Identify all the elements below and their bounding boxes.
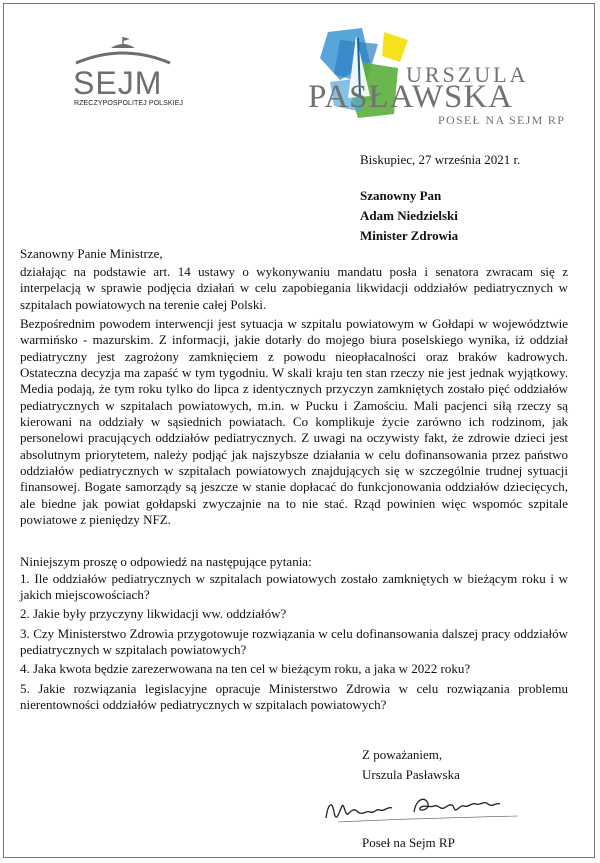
questions-intro: Niniejszym proszę o odpowiedź na następujące pytania: (20, 554, 312, 569)
handwritten-signature (318, 786, 528, 830)
question-3: 3. Czy Ministerstwo Zdrowia przygotowuje rozwiązania w celu dofinansowania dalszej pracy oddziałów pediatrycznych w szpitalach powiatowych? (20, 626, 568, 658)
question-5: 5. Jakie rozwiązania legislacyjne opracuje Ministerstwo Zdrowia w celu rozwiązania problemu nierentowności oddziałów pediatrycznych w szpitalach powiatowych? (20, 681, 568, 713)
mp-logo-last-name: PASŁAWSKA (308, 79, 514, 115)
recipient-title: Minister Zdrowia (360, 228, 459, 243)
mp-logo (300, 22, 566, 132)
sejm-logo-word: SEJM (73, 65, 163, 101)
sejm-logo (62, 35, 182, 115)
sejm-logo-subtitle: RZECZYPOSPOLITEJ POLSKIEJ (74, 100, 184, 107)
recipient-name: Adam Niedzielski (360, 208, 458, 223)
greeting: Szanowny Panie Ministrze, (20, 246, 163, 261)
author-name: Urszula Pasławska (362, 767, 460, 782)
paragraph-main: Bezpośrednim powodem interwencji jest sytuacja w szpitalu powiatowym w Gołdapi w województwie warmińsko - mazurskim. Z informacji, jakie dotarły do mojego biura poselskiego wynika, iż oddział pediatryczny jest zagrożony zamknięciem z powodu nieopłacalności oraz braków kadrowych. Ostateczna decyzja ma zapaść w tym tygodniu. W skali kraju ten stan rzeczy nie jest jednak wyjątkowy. Media podają, że tym roku tylko do lipca z identycznych przyczyn zamkniętych zostało pięć oddziałów pediatrycznych w szpitalach powiatowych, m.in. w Pucku i Zamościu. Mali pacjenci siłą rzeczy są kierowani na oddziały w sąsiednich powiatach. Co komplikuje życie zarówno ich rodzinom, jak personelowi pracujących oddziałów pediatrycznych. Z uwagi na oczywisty fakt, że zdrowie dzieci jest absolutnym priorytetem, należy podjąć jak najszybsze działania w celu dofinansowania przez państwo oddziałów pediatrycznych w szpitalach powiatowych znajdujących się w szczególnie trudnej sytuacji finansowej. Bogate samorządy są jeszcze w stanie dopłacać do funkcjonowania oddziałów dziecięcych, ale biedne jak powiat gołdapski zwyczajnie na to nie stać. Rząd powinien więc wspomóc szpitale powiatowe z pieniędzy NFZ. (20, 316, 568, 528)
question-1: 1. Ile oddziałów pediatrycznych w szpitalach powiatowych zostało zamkniętych w bieżącym roku i w jakich miejscowościach? (20, 571, 568, 603)
question-4: 4. Jaka kwota będzie zarezerwowana na ten cel w bieżącym roku, a jaka w 2022 roku? (20, 661, 471, 676)
place-date: Biskupiec, 27 września 2021 r. (360, 152, 521, 167)
question-2: 2. Jakie były przyczyny likwidacji ww. oddziałów? (20, 606, 287, 621)
sejm-building-icon (62, 35, 182, 69)
mp-logo-subtitle: POSEŁ NA SEJM RP (438, 113, 566, 127)
paragraph-intro: działając na podstawie art. 14 ustawy o wykonywaniu mandatu posła i senatora zwracam się z interpelacją w sprawie podjęcia działań w celu zapobiegania likwidacji oddziałów pediatrycznych w szpitalach powiatowych na terenie całej Polski. (20, 264, 568, 312)
recipient-salutation: Szanowny Pan (360, 188, 442, 203)
mp-logo-first-name: URSZULA (406, 62, 529, 87)
valediction: Z poważaniem, (362, 747, 443, 762)
author-position: Poseł na Sejm RP (362, 835, 455, 850)
